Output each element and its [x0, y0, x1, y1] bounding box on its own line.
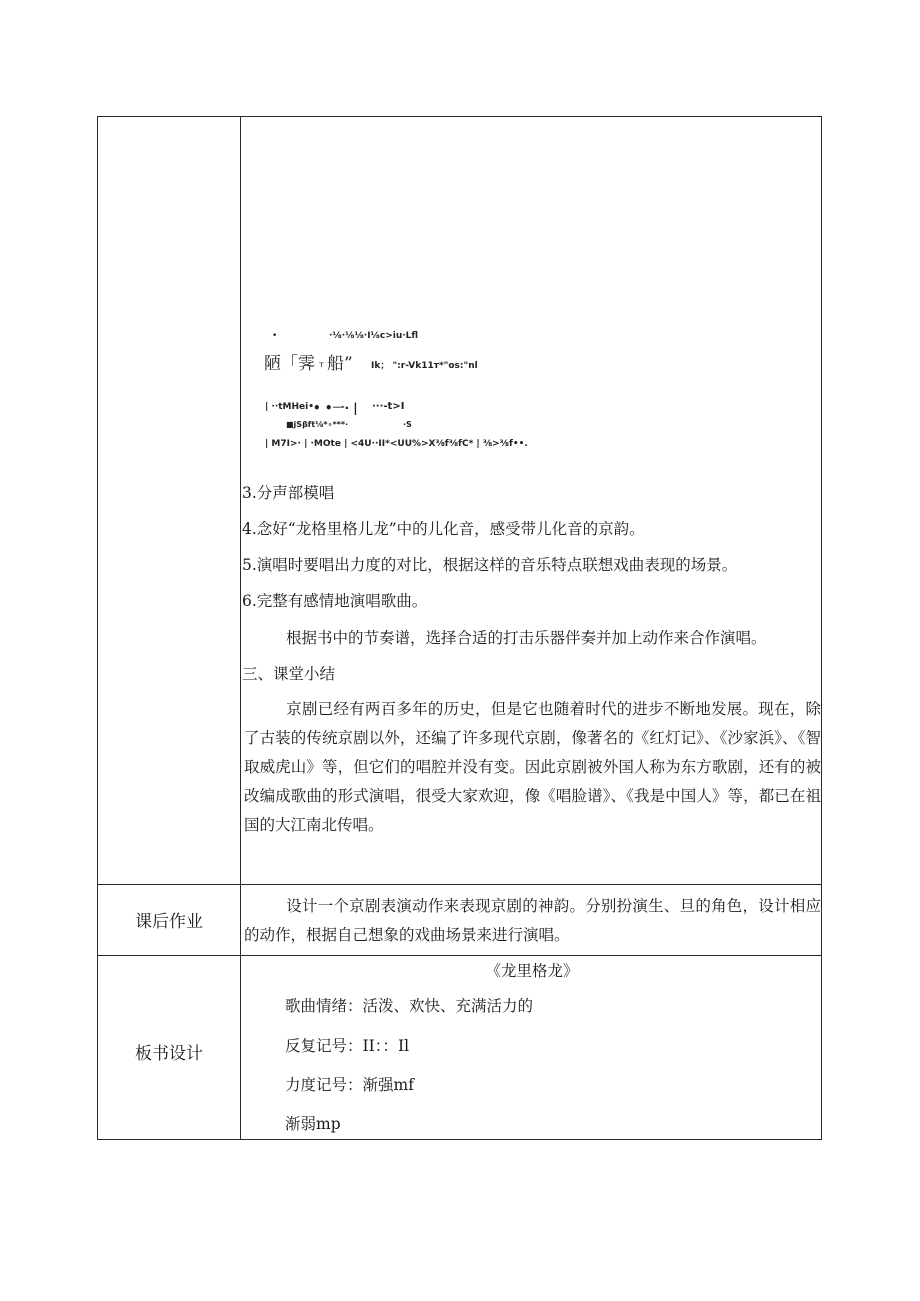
process-cell — [241, 117, 823, 884]
board-cell — [241, 956, 823, 1141]
homework-label: 课后作业 — [135, 912, 203, 932]
step-3: 3.分声部模唱 — [242, 484, 335, 502]
board-line-diminuendo: 渐弱mp — [285, 1115, 341, 1133]
board-label: 板书设计 — [135, 1044, 203, 1064]
homework-paragraph — [244, 892, 821, 950]
notation-line-5: | M7I>· | ·MOte | <4U··II*<UU%>X⅜f⅜fC* | ⅜>⅜f••. — [265, 439, 528, 449]
lesson-plan-table — [97, 116, 822, 1140]
board-line-emotion: 歌曲情绪：活泼、欢快、充满活力的 — [285, 997, 534, 1015]
homework-text: 设计一个京剧表演动作来表现京剧的神韵。分别扮演生、旦的角色，设计相应的动作，根据自己想象的戏曲场景来进行演唱。 — [244, 897, 821, 944]
section-three-heading: 三、课堂小结 — [242, 665, 336, 683]
notation-line-2-ship: 船” — [327, 354, 353, 374]
step-6: 6.完整有感情地演唱歌曲。 — [242, 592, 428, 610]
notation-line-3-right: ···-t>I — [372, 401, 405, 412]
summary-text: 京剧已经有两百多年的历史，但是它也随着时代的进步不断地发展。现在，除了古装的传统京剧以外，还编了许多现代京剧，像著名的《红灯记》、《沙家浜》、《智取威虎山》等，但它们的唱腔并没有变。因此京剧被外国人称为东方歌剧，还有的被改编成歌曲的形式演唱，很受大家欢迎，像《唱脸谱》、《我是中国人》等，都已在祖国的大江南北传唱。 — [244, 700, 821, 834]
homework-cell — [241, 885, 823, 955]
step-5: 5.演唱时要唱出力度的对比，根据这样的音乐特点联想戏曲表现的场景。 — [242, 556, 738, 574]
board-title: 《龙里格龙》 — [485, 962, 579, 980]
notation-line-2-title: 陋「霁 — [264, 354, 315, 374]
notation-line-2-sub: т — [319, 360, 324, 369]
rhythm-instruction: 根据书中的节奏谱，选择合适的打击乐器伴奏并加上动作来合作演唱。 — [286, 629, 767, 647]
notation-line-4-right: ·S — [403, 420, 412, 429]
board-line-dynamics: 力度记号：渐强mf — [285, 1076, 414, 1094]
notation-dot: • — [272, 331, 278, 341]
notation-line-1: ·⅛·⅛⅛·I⅛c>iu·Lfl — [329, 331, 419, 341]
board-line-repeat: 反复记号：II：：Il — [285, 1037, 410, 1055]
notation-line-3-mid: • •一· | — [313, 401, 358, 415]
notation-line-3-left: | ··tMHei• — [265, 402, 314, 412]
step-4: 4.念好“龙格里格儿龙”中的儿化音，感受带儿化音的京韵。 — [242, 520, 645, 538]
summary-paragraph — [244, 695, 821, 840]
notation-line-2-tail: Ik； ":r-Vk11т*"os:"nl — [371, 361, 478, 371]
notation-line-4-left: ■jSβft⅛*∘***· — [286, 420, 349, 429]
